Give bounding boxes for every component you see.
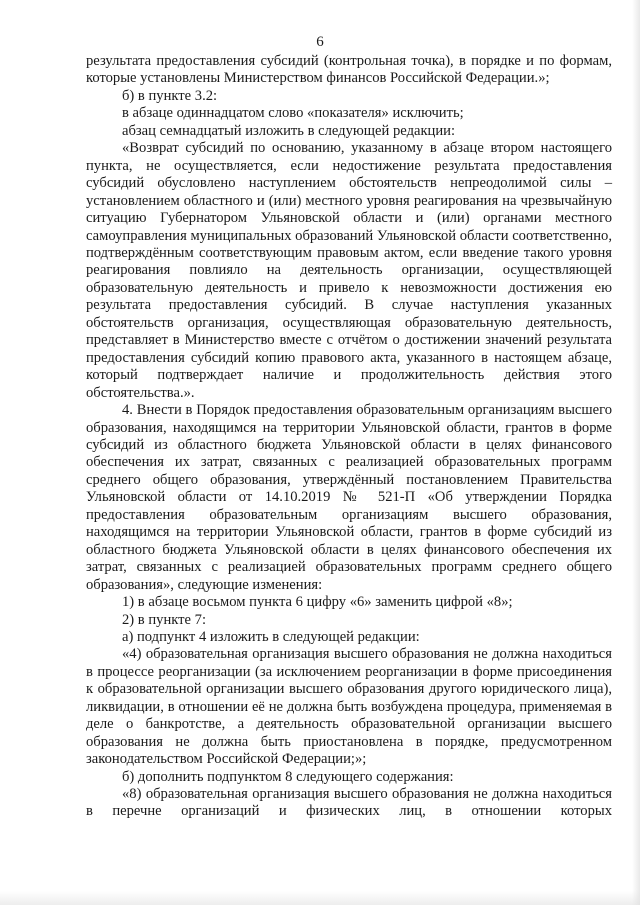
paragraph-subsidy-return-text: «Возврат субсидий по основанию, указанному в абзаце втором настоящего пункта, не осуществляется, если недостижение результата предоставления субсидий обусловлено наступлением обстоятельств непреодолимой силы – установлением областного и (или) местного уровня реагирования на чрезвычайную ситуацию Губернатором Ульяновской области и (или) органами местного самоуправления муниципальных образований Ульяновской области соответственно, подтверждённым соответствующим правовым актом, если введение такого уровня реагирования повлияло на деятельность организации, осуществляющей образовательную деятельность и привело к невозможности достижения ею результата предоставления субсидий. В случае наступления указанных обстоятельств организация, осуществляющая образовательную деятельность, представляет в Министерство вместе с отчётом о достижении значений результата предоставления субсидий копию правового акта, указанного в настоящем абзаце, который подтверждает наличие и продолжительность действия этого обстоятельства.». bbox=[86, 140, 612, 401]
paragraph-subitem-a: а) подпункт 4 изложить в следующей редакции: bbox=[122, 628, 420, 645]
document-body bbox=[86, 53, 612, 821]
paragraph-item-b-point-3-2: б) в пункте 3.2: bbox=[122, 87, 218, 104]
paragraph-paragraph-eleven: в абзаце одиннадцатом слово «показателя» исключить; bbox=[122, 105, 464, 122]
paragraph-paragraph-seventeen: абзац семнадцатый изложить в следующей редакции: bbox=[122, 122, 456, 139]
page-number: 6 bbox=[316, 34, 324, 50]
page-bottom-shadow bbox=[0, 891, 640, 905]
paragraph-subitem-4-text: «4) образовательная организация высшего образования не должна находиться в процессе реорганизации (за исключением реорганизации в форме присоединения к образовательной организации высшего образования другого юридического лица), ликвидации, в отношении её не должна быть возбуждена процедура, применяемая в деле о банкротстве, а деятельность образовательной организации высшего образования не должна быть приостановлена в порядке, предусмотренном законодательством Российской Федерации;»; bbox=[86, 646, 612, 768]
page-edge-shadow bbox=[632, 0, 640, 905]
paragraph-item-2-point-7: 2) в пункте 7: bbox=[122, 611, 207, 628]
paragraph-continuation: результата предоставления субсидий (контрольная точка), в порядке и по формам, которые установлены Министерством финансов Российской Федерации.»; bbox=[86, 53, 612, 87]
paragraph-item-4-amendments: 4. Внести в Порядок предоставления образовательным организациям высшего образования, находящимся на территории Ульяновской области, грантов в форме субсидий из областного бюджета Ульяновской области в целях финансового обеспечения их затрат, связанных с реализацией образовательных программ среднего общего образования, утверждённый постановлением Правительства Ульяновской области от 14.10.2019 № 521-П «Об утверждении Порядка предоставления образовательным организациям высшего образования, находящимся на территории Ульяновской области, грантов в форме субсидий из областного бюджета Ульяновской области в целях финансового обеспечения их затрат, связанных с реализацией образовательных программ среднего общего образования», следующие изменения: bbox=[86, 402, 612, 593]
paragraph-item-1-point-6: 1) в абзаце восьмом пункта 6 цифру «6» заменить цифрой «8»; bbox=[122, 594, 513, 611]
paragraph-subitem-b: б) дополнить подпунктом 8 следующего содержания: bbox=[122, 768, 454, 785]
paragraph-subitem-8-text: «8) образовательная организация высшего образования не должна находиться в перечне организаций и физических лиц, в отношении которых bbox=[86, 786, 612, 820]
